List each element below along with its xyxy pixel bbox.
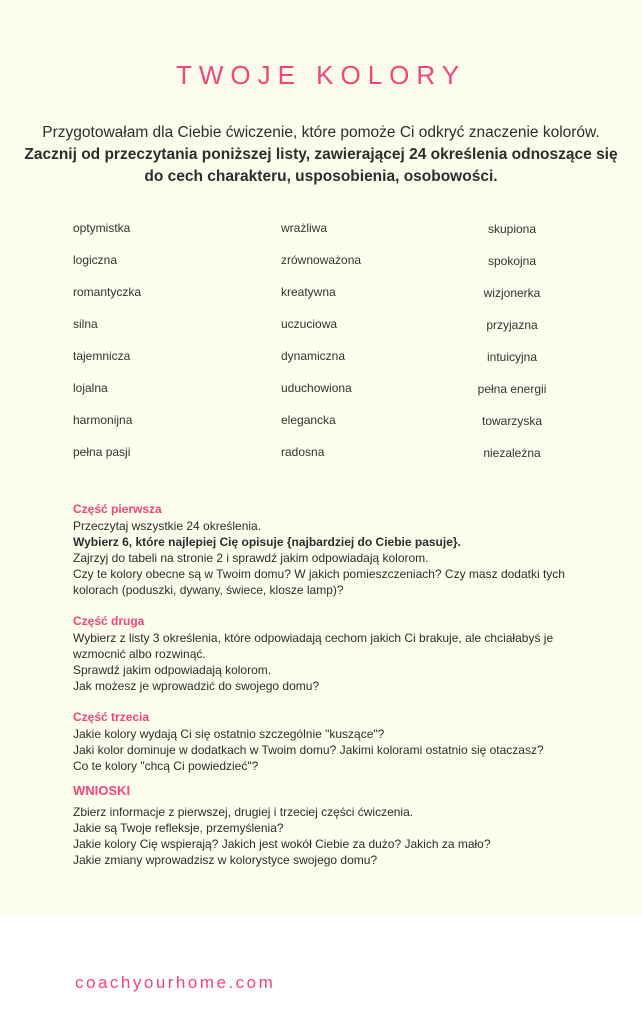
- part-one-section: [73, 501, 593, 598]
- part-three-line: Co te kolory "chcą Ci powiedzieć"?: [73, 759, 259, 773]
- word-item: niezależna: [483, 446, 541, 460]
- conclusions-heading: WNIOSKI: [73, 783, 131, 798]
- page-title: TWOJE KOLORY: [175, 60, 467, 90]
- word-item: elegancka: [281, 413, 336, 427]
- intro-line: Przygotowałam dla Ciebie ćwiczenie, które pomoże Ci odkryć znaczenie kolorów.: [42, 124, 600, 141]
- word-item: kreatywna: [281, 285, 336, 299]
- part-two-line: Jak możesz je wprowadzić do swojego domu?: [73, 679, 320, 693]
- part-one-line: Wybierz 6, które najlepiej Cię opisuje {najbardziej do Ciebie pasuje}.: [73, 535, 461, 549]
- part-three-line: Jakie kolory wydają Ci się ostatnio szczególnie "kuszące"?: [73, 727, 385, 741]
- part-two-line: Wybierz z listy 3 określenia, które odpowiadają cechom jakich Ci brakuje, ale chciałabyś je wzmocnić albo rozwinąć.: [73, 631, 554, 661]
- intro-instruction: Zacznij od przeczytania poniższej listy, zawierającej 24 określenia odnoszące się do cech charakteru, usposobienia, osobowości.: [24, 146, 618, 185]
- part-three-heading: Część trzecia: [73, 710, 150, 724]
- word-item: tajemnicza: [73, 349, 131, 363]
- part-three-line: Jaki kolor dominuje w dodatkach w Twoim domu? Jakimi kolorami ostatnio się otaczasz?: [73, 743, 544, 757]
- word-item: uczuciowa: [281, 317, 338, 331]
- word-item: uduchowiona: [281, 381, 352, 395]
- word-column-1: [73, 220, 141, 476]
- footer-website: coachyourhome.com: [75, 973, 276, 992]
- intro-text: [20, 122, 622, 188]
- part-one-line: Czy te kolory obecne są w Twoim domu? W jakich pomieszczeniach? Czy masz dodatki tych kolorach (poduszki, dywany, świece, klosze lamp)?: [73, 567, 565, 597]
- part-three-section: [73, 709, 593, 774]
- part-two-line: Sprawdź jakim odpowiadają kolorom.: [73, 663, 272, 677]
- word-item: silna: [73, 317, 98, 331]
- conclusions-line: Jakie są Twoje refleksje, przemyślenia?: [73, 821, 284, 835]
- conclusions-line: Jakie zmiany wprowadzisz w kolorystyce swojego domu?: [73, 853, 378, 867]
- word-item: radosna: [281, 445, 325, 459]
- word-item: spokojna: [487, 254, 537, 268]
- word-item: intuicyjna: [486, 350, 538, 364]
- conclusions-line: Zbierz informacje z pierwszej, drugiej i trzeciej części ćwiczenia.: [73, 805, 414, 819]
- conclusions-section: [73, 783, 593, 868]
- word-item: romantyczka: [73, 285, 142, 299]
- word-item: harmonijna: [73, 413, 133, 427]
- word-item: towarzyska: [481, 414, 543, 428]
- part-two-section: [73, 613, 593, 694]
- word-item: skupiona: [487, 222, 537, 236]
- word-item: pełna pasji: [73, 445, 131, 459]
- word-column-2: [281, 220, 361, 476]
- conclusions-line: Jakie kolory Cię wspierają? Jakich jest wokół Ciebie za dużo? Jakich za mało?: [73, 837, 491, 851]
- word-column-3: [462, 221, 562, 477]
- word-item: logiczna: [73, 253, 118, 267]
- word-item: przyjazna: [486, 318, 538, 332]
- word-item: optymistka: [73, 221, 131, 235]
- word-item: pełna energii: [477, 382, 547, 396]
- word-item: wizjonerka: [483, 286, 541, 300]
- word-item: lojalna: [73, 381, 108, 395]
- part-one-line: Przeczytaj wszystkie 24 określenia.: [73, 519, 262, 533]
- part-one-heading: Część pierwsza: [73, 502, 162, 516]
- word-item: dynamiczna: [281, 349, 346, 363]
- part-one-line: Zajrzyj do tabeli na stronie 2 i sprawdź jakim odpowiadają kolorom.: [73, 551, 429, 565]
- word-item: zrównoważona: [281, 253, 362, 267]
- part-two-heading: Część druga: [73, 614, 145, 628]
- word-item: wrażliwa: [281, 221, 328, 235]
